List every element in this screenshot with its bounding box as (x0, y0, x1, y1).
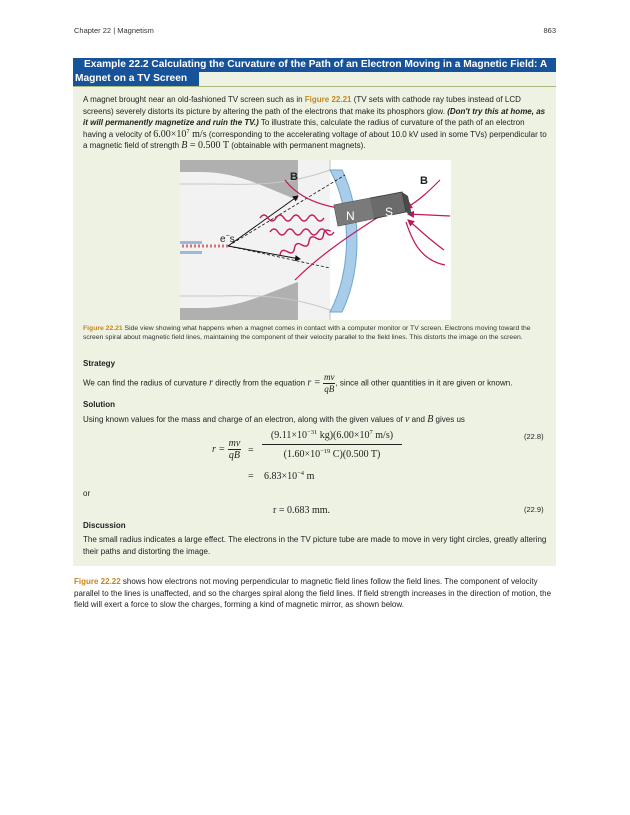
title-divider (73, 86, 556, 87)
example-title (73, 58, 556, 86)
equation-22-9: r = 0.683 mm. (273, 505, 331, 516)
example-title-line1: Example 22.2 Calculating the Curvature of the Path of an Electron Moving in a Magnetic Field: A (84, 59, 548, 70)
equals-sign-1: = (248, 445, 254, 456)
figure-tv-magnet (180, 160, 451, 320)
figure-link[interactable]: Figure 22.21 (304, 95, 352, 104)
strategy-heading: Strategy (83, 359, 116, 368)
velocity-value: $6.00\times 10^7$ m/s (153, 127, 207, 140)
magnet-s-label: S (385, 205, 394, 219)
running-header-chapter: Chapter 22 | Magnetism (74, 26, 154, 35)
example-title-line2: Magnet on a TV Screen (75, 73, 188, 84)
equation-result: $6.83\times 10^{-4}$ m (264, 470, 315, 482)
equation-number-22-8: (22.8) (524, 432, 544, 441)
figure-22-22-link[interactable]: Figure 22.22 (74, 577, 121, 586)
warning-text: (Don't try this at home, as it will permanently magnetize and ruin the TV.) (83, 106, 546, 127)
equals-sign-2: = (248, 471, 254, 482)
figure-caption: Figure 22.21 Side view showing what happens when a magnet comes in contact with a computer monitor or TV screen. Electrons moving toward the screen spiral about magnetic field lines, maintaining the component of their velocity parallel to the field lines. This distorts the image on the screen. (83, 325, 531, 341)
tv-magnet-diagram (180, 160, 451, 320)
followup-paragraph: Figure 22.22 shows how electrons not moving perpendicular to magnetic field lines follow the field lines. The component of velocity parallel to the lines is unaffected, and so the charges spiral along the field lines. If field strength increases in the direction of motion, the field will exert a force to slow the charges, forming a kind of magnetic mirror, as shown below. (74, 577, 552, 609)
field-b-label-right: B (420, 175, 428, 187)
solution-heading: Solution (83, 400, 115, 409)
equation-number-22-9: (22.9) (524, 505, 544, 514)
page-number: 863 (543, 26, 556, 35)
intro-paragraph: A magnet brought near an old-fashioned TV screen such as in Figure 22.21 (TV sets with cathode ray tubes instead of LCD screens) severely distorts its picture by altering the path of the electrons that make its phosphors glow. (Don't try this at home, as it will permanently magnetize and ruin the TV.) To illustrate this, calculate the radius of curvature of the path of an electron having a velocity of $6.00\times 10^7$ m/s (corresponding to the accelerating voltage of about 10.0 kV used in some TVs) perpendicular to a magnetic field of strength B = 0.500 T (obtainable with permanent magnets). (83, 95, 547, 151)
or-text: or (83, 489, 91, 498)
discussion-text: The small radius indicates a large effect. The electrons in the TV picture tube are made to move in very tight circles, greatly altering their paths and distorting the image. (83, 535, 547, 556)
equation-22-8-lhs: r = $\frac{mv}{qB}$ (212, 438, 241, 461)
strategy-text: We can find the radius of curvature r directly from the equation r = $\frac{mv}{qB}$ , since all other quantities in it are given or known. (83, 372, 513, 394)
discussion-heading: Discussion (83, 521, 126, 530)
solution-intro: Using known values for the mass and charge of an electron, along with the given values of v and B gives us (83, 414, 465, 425)
electron-label: e−s (220, 233, 235, 245)
field-b-label-left: B (290, 171, 298, 183)
equation-22-8-rhs: ($9.11\times 10^{-31}$ $kg)(6.00\times 10^7$ m/s) ($1.60\times 10^{-19}$ C)(0.500 T) (262, 430, 402, 460)
caption-label: Figure 22.21 (83, 325, 123, 332)
magnet-n-label: N (346, 209, 355, 223)
